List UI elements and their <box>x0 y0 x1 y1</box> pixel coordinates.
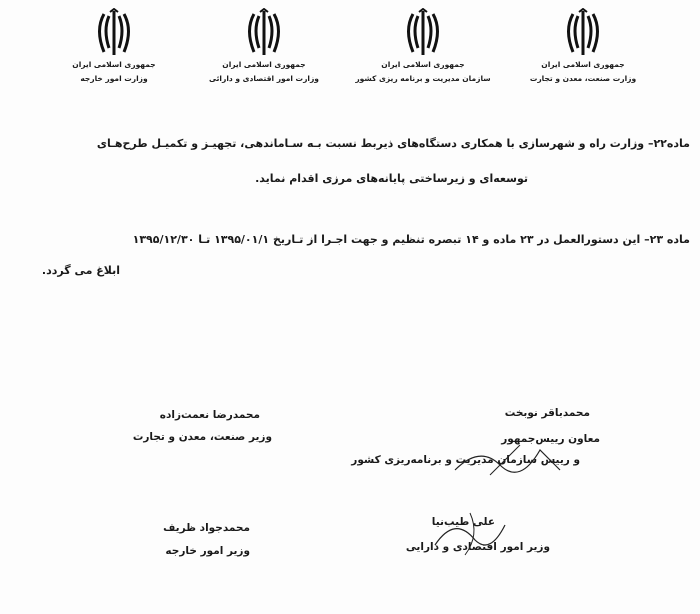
iran-emblem-icon <box>403 8 443 58</box>
emblem-caption: جمهوری اسلامی ایران <box>222 60 306 69</box>
iran-emblem-icon <box>563 8 603 58</box>
emblem-caption: جمهوری اسلامی ایران <box>381 60 465 69</box>
signature-nobakht-icon <box>450 440 570 480</box>
iran-emblem-icon <box>94 8 134 58</box>
article-23-line-1: ماده ۲۳– این دستورالعمل در ۲۳ ماده و ۱۴ تبصره تنظیم و جهت اجـرا از تـاریخ ۱۳۹۵/۰۱/۱ تـا ۱۳۹۵/۱۲/۳۰ <box>132 233 690 246</box>
signatory-zarif-title: وزیر امور خارجه <box>165 545 250 557</box>
ministry-name: سازمان مدیریت و برنامه ریزی کشور <box>355 74 491 83</box>
ministry-name: وزارت صنعت، معدن و تجارت <box>529 74 637 83</box>
emblem-caption: جمهوری اسلامی ایران <box>72 60 156 69</box>
letterhead-economy <box>189 8 339 86</box>
letterhead-foreign <box>39 8 189 86</box>
signature-tayebnia-icon <box>425 505 525 560</box>
emblem-caption: جمهوری اسلامی ایران <box>541 60 625 69</box>
signatory-nematzadeh-name: محمدرضا نعمت‌زاده <box>159 409 260 421</box>
article-22-line-2: توسعه‌ای و زیرساختی پایانه‌های مرزی اقدام نماید. <box>255 172 528 185</box>
signatory-nematzadeh-title: وزیر صنعت، معدن و تجارت <box>132 431 272 443</box>
article-22-line-1: ماده۲۲– وزارت راه و شهرسازی با همکاری دستگاه‌های ذیربط نسبت بـه سـاماندهی، تجهیـز و تکمیـل طرح‌هـای <box>96 137 690 150</box>
signatory-nobakht-title-2: و رییس سازمان مدیریت و برنامه‌ریزی کشور <box>351 454 580 466</box>
article-23-line-2: ابلاغ می گردد. <box>41 264 120 277</box>
letterhead-planning <box>348 8 498 86</box>
signatory-nobakht-name: محمدباقر نوبخت <box>504 407 590 419</box>
signatory-tayebnia-name: علی طیب‌نیا <box>431 516 495 528</box>
signatory-zarif-name: محمدجواد ظریف <box>163 522 250 534</box>
ministry-name: وزارت امور اقتصادی و دارائی <box>209 74 319 83</box>
ministry-name: وزارت امور خارجه <box>80 74 148 83</box>
iran-emblem-icon <box>244 8 284 58</box>
signatory-nobakht-title-1: معاون رییس‌جمهور <box>501 433 600 445</box>
letterhead-industry <box>508 8 658 86</box>
signatory-tayebnia-title: وزیر امور اقتصادی و دارایی <box>405 541 550 553</box>
